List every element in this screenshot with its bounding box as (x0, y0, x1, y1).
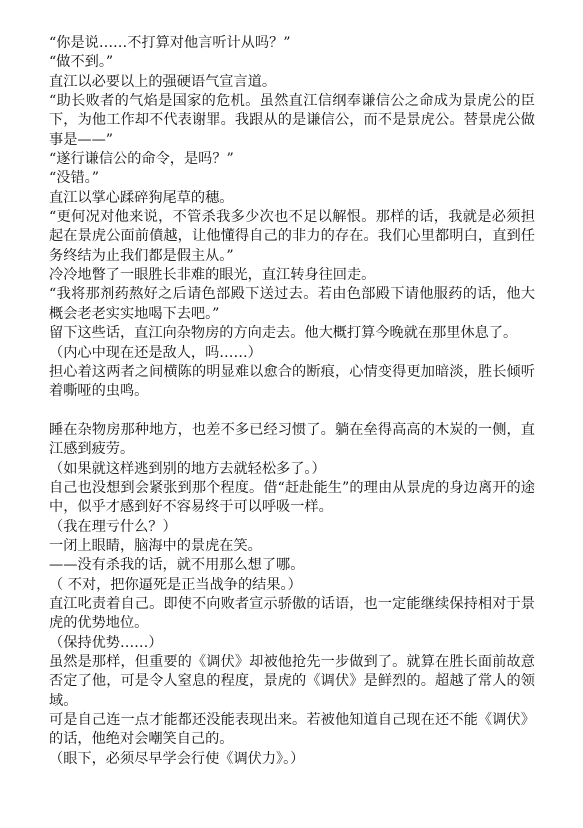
dialogue-line: “更何况对他来说，不管杀我多少次也不足以解恨。那样的话，我就是必须担起在景虎公面前僨越，让他懂得自己的非力的存在。我们心里都明白，直到任务终结为止我们都是假主从。” (49, 209, 535, 264)
recalled-speech-line: ——没有杀我的话，就不用那么想了哪。 (49, 557, 305, 574)
document-page (49, 34, 535, 769)
inner-thought-line: （内心中现在还是敌人，吗……） (49, 344, 262, 361)
narration-line: 可是自己连一点才能都还没能表现出来。若被他知道自己现在还不能《调伏》的话，他绝对会嘲笑自己的。 (49, 712, 535, 748)
dialogue-line: “你是说……不打算对他言听计从吗？” (49, 35, 291, 51)
section-break (49, 402, 535, 421)
inner-thought-line: （我在理亏什么？） (49, 518, 177, 535)
narration-line: 冷冷地瞥了一眼胜长非难的眼光，直江转身往回走。 (49, 267, 376, 284)
inner-thought-line: （眼下，必须尽早学会行使《调伏力》。） (49, 750, 305, 767)
narration-line: 自己也没想到会紧张到那个程度。借“赶赴能生”的理由从景虎的身边离开的途中，似乎才感到好不容易终于可以呼吸一样。 (49, 479, 535, 516)
inner-thought-line: （如果就这样逃到别的地方去就轻松多了。） (49, 460, 326, 477)
dialogue-line: “没错。” (49, 170, 99, 187)
narration-line: 直江以掌心蹂碎狗尾草的穗。 (49, 189, 234, 206)
narration-line: 担心着这两者之间横陈的明显难以愈合的断痕，心情变得更加暗淡，胜长倾听着嘶哑的虫鸣。 (49, 363, 535, 400)
narration-line: 一闭上眼睛，脑海中的景虎在笑。 (49, 537, 262, 554)
dialogue-line: “做不到。” (49, 54, 114, 71)
dialogue-line: “我将那剂药熬好之后请色部殿下送过去。若由色部殿下请他服药的话，他大概会老老实实地喝下去吧。” (49, 286, 535, 322)
dialogue-line: “助长败者的气焰是国家的危机。虽然直江信纲奉谦信公之命成为景虎公的臣下，为他工作却不代表谢罪。我跟从的是谦信公，而不是景虎公。替景虎公做事是——” (49, 93, 535, 148)
narration-line: 直江以必要以上的强硬语气宣言道。 (49, 73, 277, 90)
dialogue-line: “遂行谦信公的命令，是吗？” (49, 151, 234, 168)
inner-thought-line: （保持优势……） (49, 634, 163, 651)
narration-line: 睡在杂物房那种地方，也差不多已经习惯了。躺在垒得高高的木炭的一侧，直江感到疲劳。 (49, 421, 535, 458)
inner-thought-line: （ 不对，把你逼死是正当战争的结果。） (49, 576, 302, 593)
narration-line: 虽然是那样，但重要的《调伏》却被他抢先一步做到了。就算在胜长面前故意否定了他，可是令人窒息的程度，景虎的《调伏》是鲜烈的。超越了常人的领域。 (49, 654, 535, 709)
narration-line: 直江叱责着自己。即使不向败者宣示骄傲的话语，也一定能继续保持相对于景虎的优势地位。 (49, 595, 535, 632)
narration-line: 留下这些话，直江向杂物房的方向走去。他大概打算今晚就在那里休息了。 (49, 325, 518, 342)
